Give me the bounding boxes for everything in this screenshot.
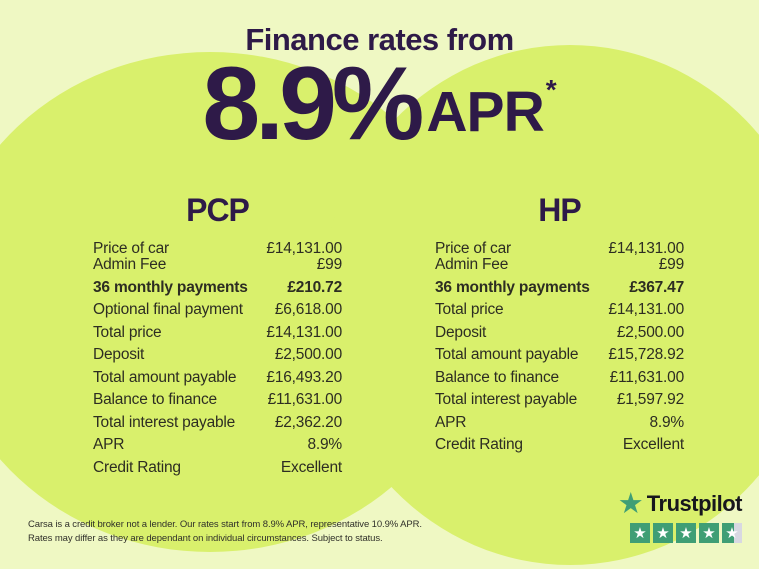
table-row	[435, 241, 684, 257]
row-label: APR	[435, 413, 467, 431]
table-row	[93, 280, 342, 296]
hp-title: HP	[538, 192, 581, 228]
rate-footnote-marker: *	[545, 74, 557, 105]
row-value: £2,500.00	[616, 323, 684, 341]
row-value: £15,728.92	[608, 346, 684, 363]
row-value: Excellent	[622, 436, 684, 453]
table-row	[435, 437, 684, 453]
row-label: Total price	[435, 301, 504, 318]
row-value: £11,631.00	[267, 391, 342, 408]
row-label: Optional final payment	[93, 301, 243, 318]
pcp-column	[93, 194, 342, 476]
row-value: £2,362.20	[274, 413, 342, 431]
table-row	[93, 302, 342, 318]
row-label: Admin Fee	[435, 256, 509, 273]
row-value: £210.72	[287, 278, 342, 296]
table-row	[93, 257, 342, 273]
table-row	[435, 257, 684, 273]
row-label: Balance to finance	[93, 391, 217, 408]
row-label: Total price	[93, 323, 162, 341]
row-value: £6,618.00	[274, 301, 342, 318]
row-label: Credit Rating	[93, 458, 181, 476]
row-value: £14,131.00	[608, 301, 684, 318]
row-value: £14,131.00	[266, 323, 342, 341]
row-label: Total amount payable	[93, 368, 237, 386]
row-value: £99	[316, 256, 342, 273]
row-label: Deposit	[435, 323, 487, 341]
star-glyph: ★	[702, 524, 716, 542]
disclaimer-line-1: Carsa is a credit broker not a lender. Our rates start from 8.9% APR, representative 10.9% APR.	[28, 519, 422, 530]
star-glyph: ★	[725, 524, 739, 542]
row-value: 8.9%	[307, 436, 342, 453]
row-value: Excellent	[280, 458, 342, 476]
table-row	[435, 325, 684, 341]
banner-eyebrow: Finance rates from	[245, 22, 514, 57]
table-row	[435, 392, 684, 408]
headline-rate	[0, 46, 759, 162]
star-icon	[676, 523, 696, 543]
star-icon	[699, 523, 719, 543]
pcp-rows	[93, 241, 342, 476]
row-value: £1,597.92	[616, 391, 684, 408]
star-icon	[653, 523, 673, 543]
table-row	[93, 241, 342, 257]
hp-rows	[435, 241, 684, 453]
row-value: £2,500.00	[274, 346, 342, 363]
row-label: Total interest payable	[93, 413, 236, 431]
hp-column	[435, 194, 684, 453]
table-row	[93, 347, 342, 363]
row-label: Price of car	[435, 240, 511, 257]
table-row	[93, 460, 342, 476]
row-label: 36 monthly payments	[93, 278, 248, 296]
row-label: Total interest payable	[435, 391, 578, 408]
row-value: £16,493.20	[266, 368, 342, 386]
table-row	[435, 347, 684, 363]
star-icon	[722, 523, 742, 543]
table-row	[93, 437, 342, 453]
trustpilot-logo	[617, 486, 742, 520]
row-label: Balance to finance	[435, 368, 559, 386]
table-row	[435, 280, 684, 296]
table-row	[93, 415, 342, 431]
table-row	[435, 302, 684, 318]
star-glyph: ★	[656, 524, 670, 542]
legal-disclaimer	[28, 518, 448, 545]
table-row	[93, 392, 342, 408]
pcp-title: PCP	[186, 192, 249, 228]
star-icon	[630, 523, 650, 543]
rate-suffix: APR	[426, 80, 544, 144]
trustpilot-rating-stars	[630, 523, 742, 543]
row-label: Admin Fee	[93, 256, 167, 273]
row-label: Credit Rating	[435, 436, 523, 453]
table-row	[435, 415, 684, 431]
row-value: £367.47	[629, 278, 684, 296]
row-value: £99	[658, 256, 684, 273]
trustpilot-badge	[617, 486, 742, 543]
rate-value: 8.9%	[202, 46, 420, 162]
trustpilot-star-icon: ★	[617, 486, 644, 520]
table-row	[435, 370, 684, 386]
star-glyph: ★	[679, 524, 693, 542]
row-value: £14,131.00	[608, 240, 684, 257]
disclaimer-line-2: Rates may differ as they are dependant on individual circumstances. Subject to status.	[28, 532, 383, 544]
row-value: 8.9%	[649, 413, 684, 431]
table-row	[93, 325, 342, 341]
row-label: Total amount payable	[435, 346, 579, 363]
trustpilot-brand-name: Trustpilot	[646, 490, 742, 516]
table-row	[93, 370, 342, 386]
star-glyph: ★	[633, 524, 647, 542]
row-label: APR	[93, 436, 125, 453]
row-label: Price of car	[93, 240, 169, 257]
row-label: 36 monthly payments	[435, 278, 590, 296]
row-value: £14,131.00	[266, 240, 342, 257]
row-value: £11,631.00	[609, 368, 684, 386]
row-label: Deposit	[93, 346, 145, 363]
